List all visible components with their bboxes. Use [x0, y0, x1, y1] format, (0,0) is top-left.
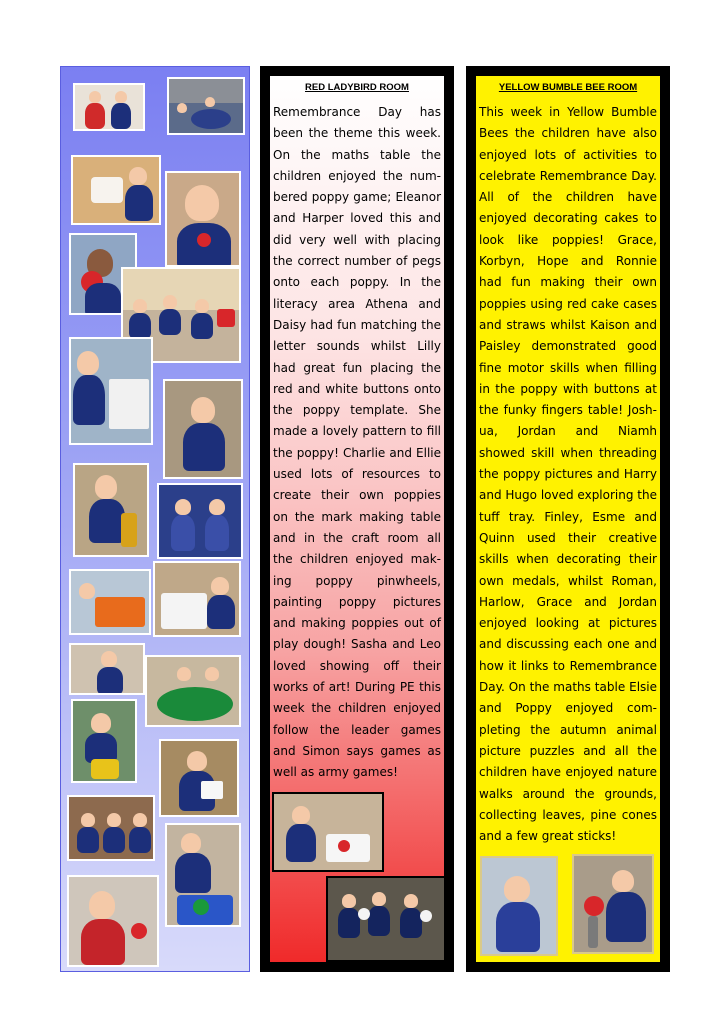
red-room-text: Remembrance Day has been the theme this week. On the maths table the children enjoyed the num-bered poppy game; Eleanor and Harper loved this and did very well with placing the correct number of pegs onto each poppy. In the literacy area Athena and Daisy had fun matching the letter sounds whilst Lilly had great fun placing the red and white buttons onto the poppy template. She made a lovely pattern to fill the poppy! Charlie and Ellie used lots of resources to create their own poppies on the mark making table and in the craft room all the children enjoyed mak-ing poppy pinwheels, painting poppy pictures and making poppies out of play dough! Sasha and Leo loved showing off their works of art! During PE this week the children enjoyed follow the leader games and Simon says games as well as army games! — [273, 105, 441, 780]
photo-green-table — [145, 655, 241, 727]
yellow-room-text: This week in Yellow Bumble Bees the children have also enjoyed lots of activities to celebrate Remembrance Day. All of the children have enjoyed decorating cakes to look like poppies! Grace, Korbyn, Hope and Ronnie had fun making their own poppies using red cake cases and straws whilst Kaison and Paisley demonstrated good fine motor skills when filling in the poppy with buttons at the funky fingers table! Josh-ua, Jordan and Niamh showed skill when threading the poppy pictures and Harry and Hugo loved exploring the tuff tray. Finley, Esme and Quinn used their creative skills when decorating their own medals, whilst Roman, Harlow, Grace and Jordan enjoyed looking at pictures and discussing each one and how it links to Remembrance Day. On the maths table Elsie and Poppy enjoyed com-pleting the autumn animal picture puzzles and all the children have enjoyed nature walks around the grounds, collecting leaves, pine cones and a few great sticks! — [479, 105, 657, 844]
photo-girl-smiling — [165, 171, 241, 267]
photo-child-on-trike — [71, 699, 137, 783]
photo-tuff-tray — [69, 569, 151, 635]
photo-two-children-sofa — [157, 483, 243, 559]
photo-poppy-painting — [165, 823, 241, 927]
red-room-title: RED LADYBIRD ROOM — [305, 82, 409, 93]
photo-toddler-sitting — [163, 379, 243, 479]
photo-three-on-bench — [67, 795, 155, 861]
photo-stacking-blocks — [73, 463, 149, 557]
photo-boy-with-artwork — [159, 739, 239, 817]
photo-poppy-crafts-group — [73, 83, 145, 131]
photo-poppy-painting-table — [272, 792, 384, 872]
photo-collage-panel — [60, 66, 250, 972]
photo-boy-with-poppy-straw — [572, 854, 654, 954]
photo-girl-with-poppy-cake — [480, 856, 558, 956]
red-room-content — [270, 76, 444, 962]
photo-classroom-table — [167, 77, 245, 135]
yellow-room-title: YELLOW BUMBLE BEE ROOM — [498, 82, 638, 93]
yellow-room-content — [476, 76, 660, 962]
photo-girl-red-coat — [67, 875, 159, 967]
photo-painting-table — [153, 561, 241, 637]
yellow-bumble-bee-room-panel — [466, 66, 670, 972]
photo-letter-sounds — [69, 337, 153, 445]
photo-maths-table — [71, 155, 161, 225]
red-ladybird-room-panel — [260, 66, 454, 972]
photo-play-dough — [69, 643, 145, 695]
photo-group-with-poppies — [326, 876, 446, 962]
